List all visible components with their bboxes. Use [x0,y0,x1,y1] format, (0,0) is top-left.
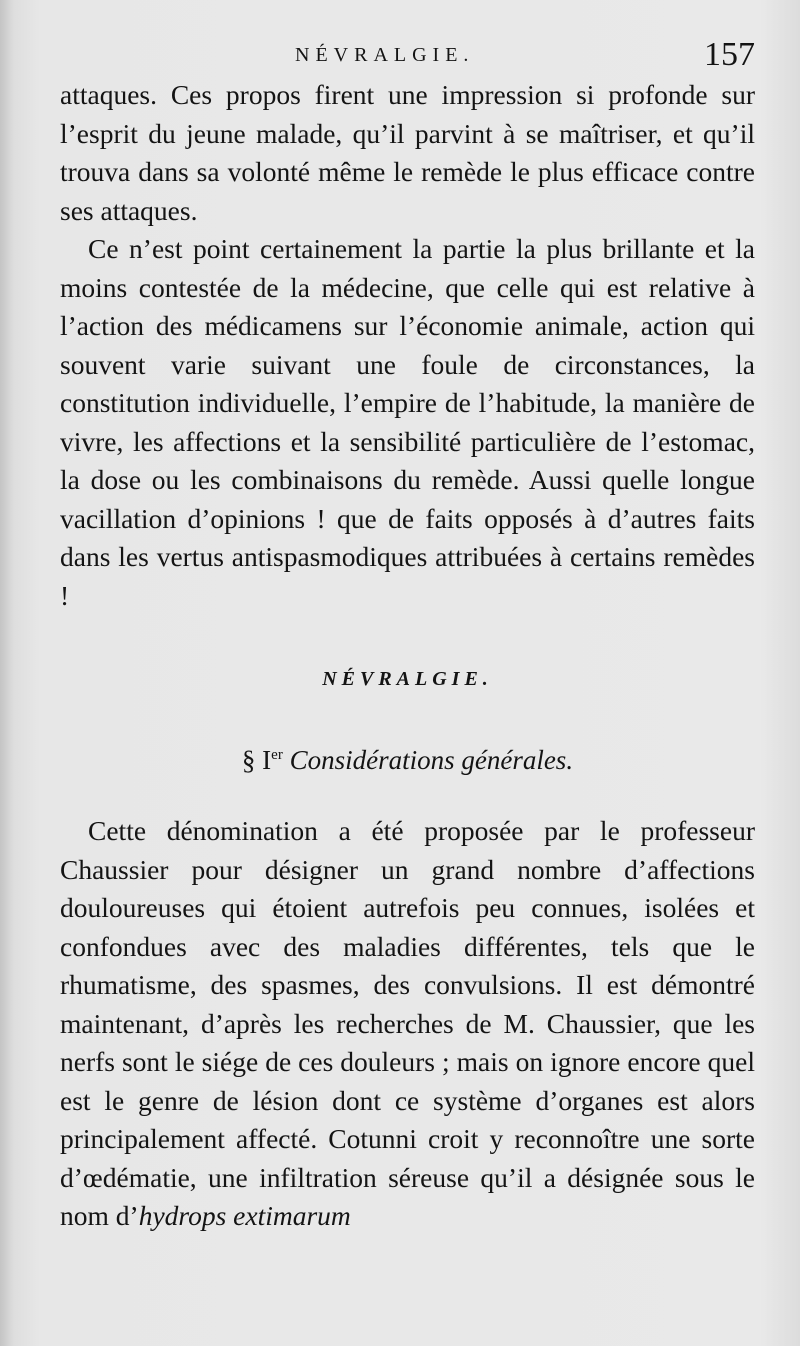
paragraph-definition-text: Cette dénomination a été proposée par le professeur Chaussier pour désigner un grand nombre d’affections douloureuses qui étoient autrefois peu connues, isolées et confondues avec des maladies différentes, tels que le rhumatisme, des spasmes, des convulsions. Il est démontré maintenant, d’après les recherches de M. Chaussier, que les nerfs sont le siége de ces douleurs ; mais on ignore encore quel est le genre de lésion dont ce système d’organes est alors principalement affecté. Cotunni croit y reconnoître une sorte d’œdématie, une infiltration séreuse qu’il a désignée sous le nom d’ [60,815,755,1231]
running-head: NÉVRALGIE. [295,44,475,66]
paragraph-continuation: attaques. Ces propos firent une impression si profonde sur l’esprit du jeune malade, qu’il parvint à se maîtriser, et qu’il trouva dans sa volonté même le remède le plus efficace contre ses attaques. [60,79,755,226]
section-marker: § I [241,745,272,775]
paragraph-definition [60,812,755,1236]
page-header [60,36,755,76]
spacer [60,778,755,812]
page-number: 157 [704,36,755,73]
body-text [60,76,755,1236]
paragraph-medicaments: Ce n’est point certainement la partie la plus brillante et la moins contestée de la médecine, que celle qui est relative à l’action des médicamens sur l’économie animale, action qui souvent varie suivant une foule de circonstances, la constitution individuelle, l’empire de l’habitude, la manière de vivre, les affections et la sensibilité particulière de l’estomac, la dose ou les combinaisons du remède. Aussi quelle longue vacillation d’opinions ! que de faits opposés à d’autres faits dans les vertus antispasmodiques attribuées à certains remèdes ! [60,233,755,611]
section-heading: NÉVRALGIE. [322,668,493,690]
section-marker-sup: er [271,747,283,763]
italic-term: hydrops extimarum [138,1200,351,1231]
subsection-title: Considérations générales. [289,745,574,775]
subsection-heading [60,737,755,778]
